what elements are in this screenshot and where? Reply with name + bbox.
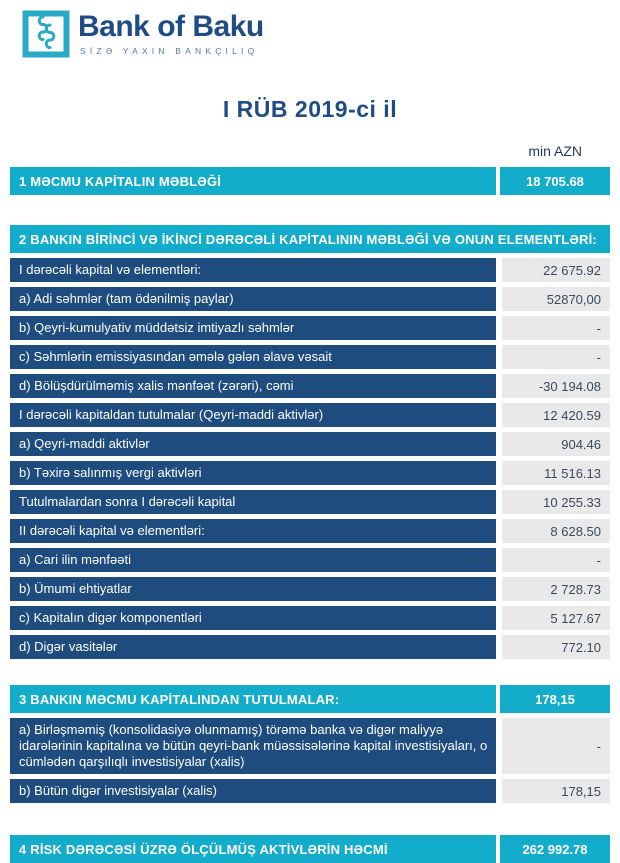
row-label-cell: b) Qeyri-kumulyativ müddətsiz imtiyazlı səhmlər: [10, 316, 496, 340]
row-label-cell: a) Cari ilin mənfəəti: [10, 548, 496, 572]
row-value-cell: -: [502, 718, 610, 774]
row-label-cell: b) Bütün digər investisiyalar (xalis): [10, 779, 496, 803]
row-value-cell: 52870,00: [502, 287, 610, 311]
row-label-cell: Tutulmalardan sonra I dərəcəli kapital: [10, 490, 496, 514]
row-value-cell: 904.46: [502, 432, 610, 456]
row-label-cell: II dərəcəli kapital və elementləri:: [10, 519, 496, 543]
section-header-label: 2 BANKIN BİRİNCİ VƏ İKİNCİ DƏRƏCƏLİ KAPİTALININ MƏBLƏĞİ VƏ ONUN ELEMENTLƏRİ:: [10, 225, 610, 253]
section-header-value: 262 992.78: [500, 835, 610, 863]
brand-name: Bank of Baku: [78, 10, 264, 43]
row-value-cell: -: [502, 316, 610, 340]
section-header-label: 4 RİSK DƏRƏCƏSİ ÜZRƏ ÖLÇÜLMÜŞ AKTİVLƏRİN HƏCMİ: [10, 835, 496, 863]
row-label-cell: a) Qeyri-maddi aktivlər: [10, 432, 496, 456]
row-value-cell: 8 628.50: [502, 519, 610, 543]
table-row: [10, 718, 610, 774]
row-value-cell: 178,15: [502, 779, 610, 803]
table-row: [10, 606, 610, 630]
page-title: I RÜB 2019-ci il: [222, 96, 398, 122]
bank-of-baku-logo: [10, 8, 610, 70]
row-value-cell: 10 255.33: [502, 490, 610, 514]
table-row: [10, 287, 610, 311]
row-value-cell: 11 516.13: [502, 461, 610, 485]
section-2-header-row: [10, 225, 610, 253]
unit-label: min AZN: [528, 143, 582, 159]
row-value-cell: -: [502, 548, 610, 572]
brand-tagline: SİZƏ YAXIN BANKÇILIQ: [80, 46, 259, 56]
row-label-cell: I dərəcəli kapitaldan tutulmalar (Qeyri-maddi aktivlər): [10, 403, 496, 427]
table-row: [10, 374, 610, 398]
table-row: [10, 432, 610, 456]
row-value-cell: -: [502, 345, 610, 369]
row-label-cell: I dərəcəli kapital və elementləri:: [10, 258, 496, 282]
table-row: [10, 461, 610, 485]
row-label-cell: c) Səhmlərin emissiyasından əmələ gələn əlavə vəsait: [10, 345, 496, 369]
section-header-label: 3 BANKIN MƏCMU KAPİTALINDAN TUTULMALAR:: [10, 685, 496, 713]
row-label-cell: c) Kapitalın digər komponentləri: [10, 606, 496, 630]
section-1: [10, 167, 610, 195]
table-row: [10, 345, 610, 369]
table-row: [10, 519, 610, 543]
chain-links-in-square-icon: [22, 10, 70, 58]
section-1-header-row: [10, 167, 610, 195]
table-row: [10, 316, 610, 340]
section-3-header-row: [10, 685, 610, 713]
row-value-cell: 12 420.59: [502, 403, 610, 427]
section-4-header-row: [10, 835, 610, 863]
row-label-cell: b) Ümumi ehtiyatlar: [10, 577, 496, 601]
row-label-cell: a) Birləşməmiş (konsolidasiyə olunmamış) törəmə banka və digər maliyyə idarələrinin kapitalına və bütün qeyri-bank müəssisələrinə kapital investisiyaları, o cümlədən qarşılıqlı investisiyalar (xalis): [10, 718, 496, 774]
row-value-cell: 772.10: [502, 635, 610, 659]
row-value-cell: 5 127.67: [502, 606, 610, 630]
table-row: [10, 779, 610, 803]
table-row: [10, 403, 610, 427]
row-label-cell: d) Digər vasitələr: [10, 635, 496, 659]
row-value-cell: 2 728.73: [502, 577, 610, 601]
section-3: [10, 685, 610, 803]
section-2: [10, 225, 610, 659]
capital-table: [10, 167, 610, 863]
section-header-value: 178,15: [500, 685, 610, 713]
row-value-cell: -30 194.08: [502, 374, 610, 398]
section-header-value: 18 705.68: [500, 167, 610, 195]
table-row: [10, 548, 610, 572]
section-header-label: 1 MƏCMU KAPİTALIN MƏBLƏĞİ: [10, 167, 496, 195]
row-label-cell: a) Adi səhmlər (tam ödənilmiş paylar): [10, 287, 496, 311]
table-row: [10, 258, 610, 282]
brand-block: [78, 10, 264, 56]
table-row: [10, 577, 610, 601]
table-row: [10, 490, 610, 514]
row-label-cell: b) Təxirə salınmış vergi aktivləri: [10, 461, 496, 485]
row-value-cell: 22 675.92: [502, 258, 610, 282]
table-row: [10, 635, 610, 659]
row-label-cell: d) Bölüşdürülməmiş xalis mənfəət (zərəri), cəmi: [10, 374, 496, 398]
section-4: [10, 835, 610, 863]
